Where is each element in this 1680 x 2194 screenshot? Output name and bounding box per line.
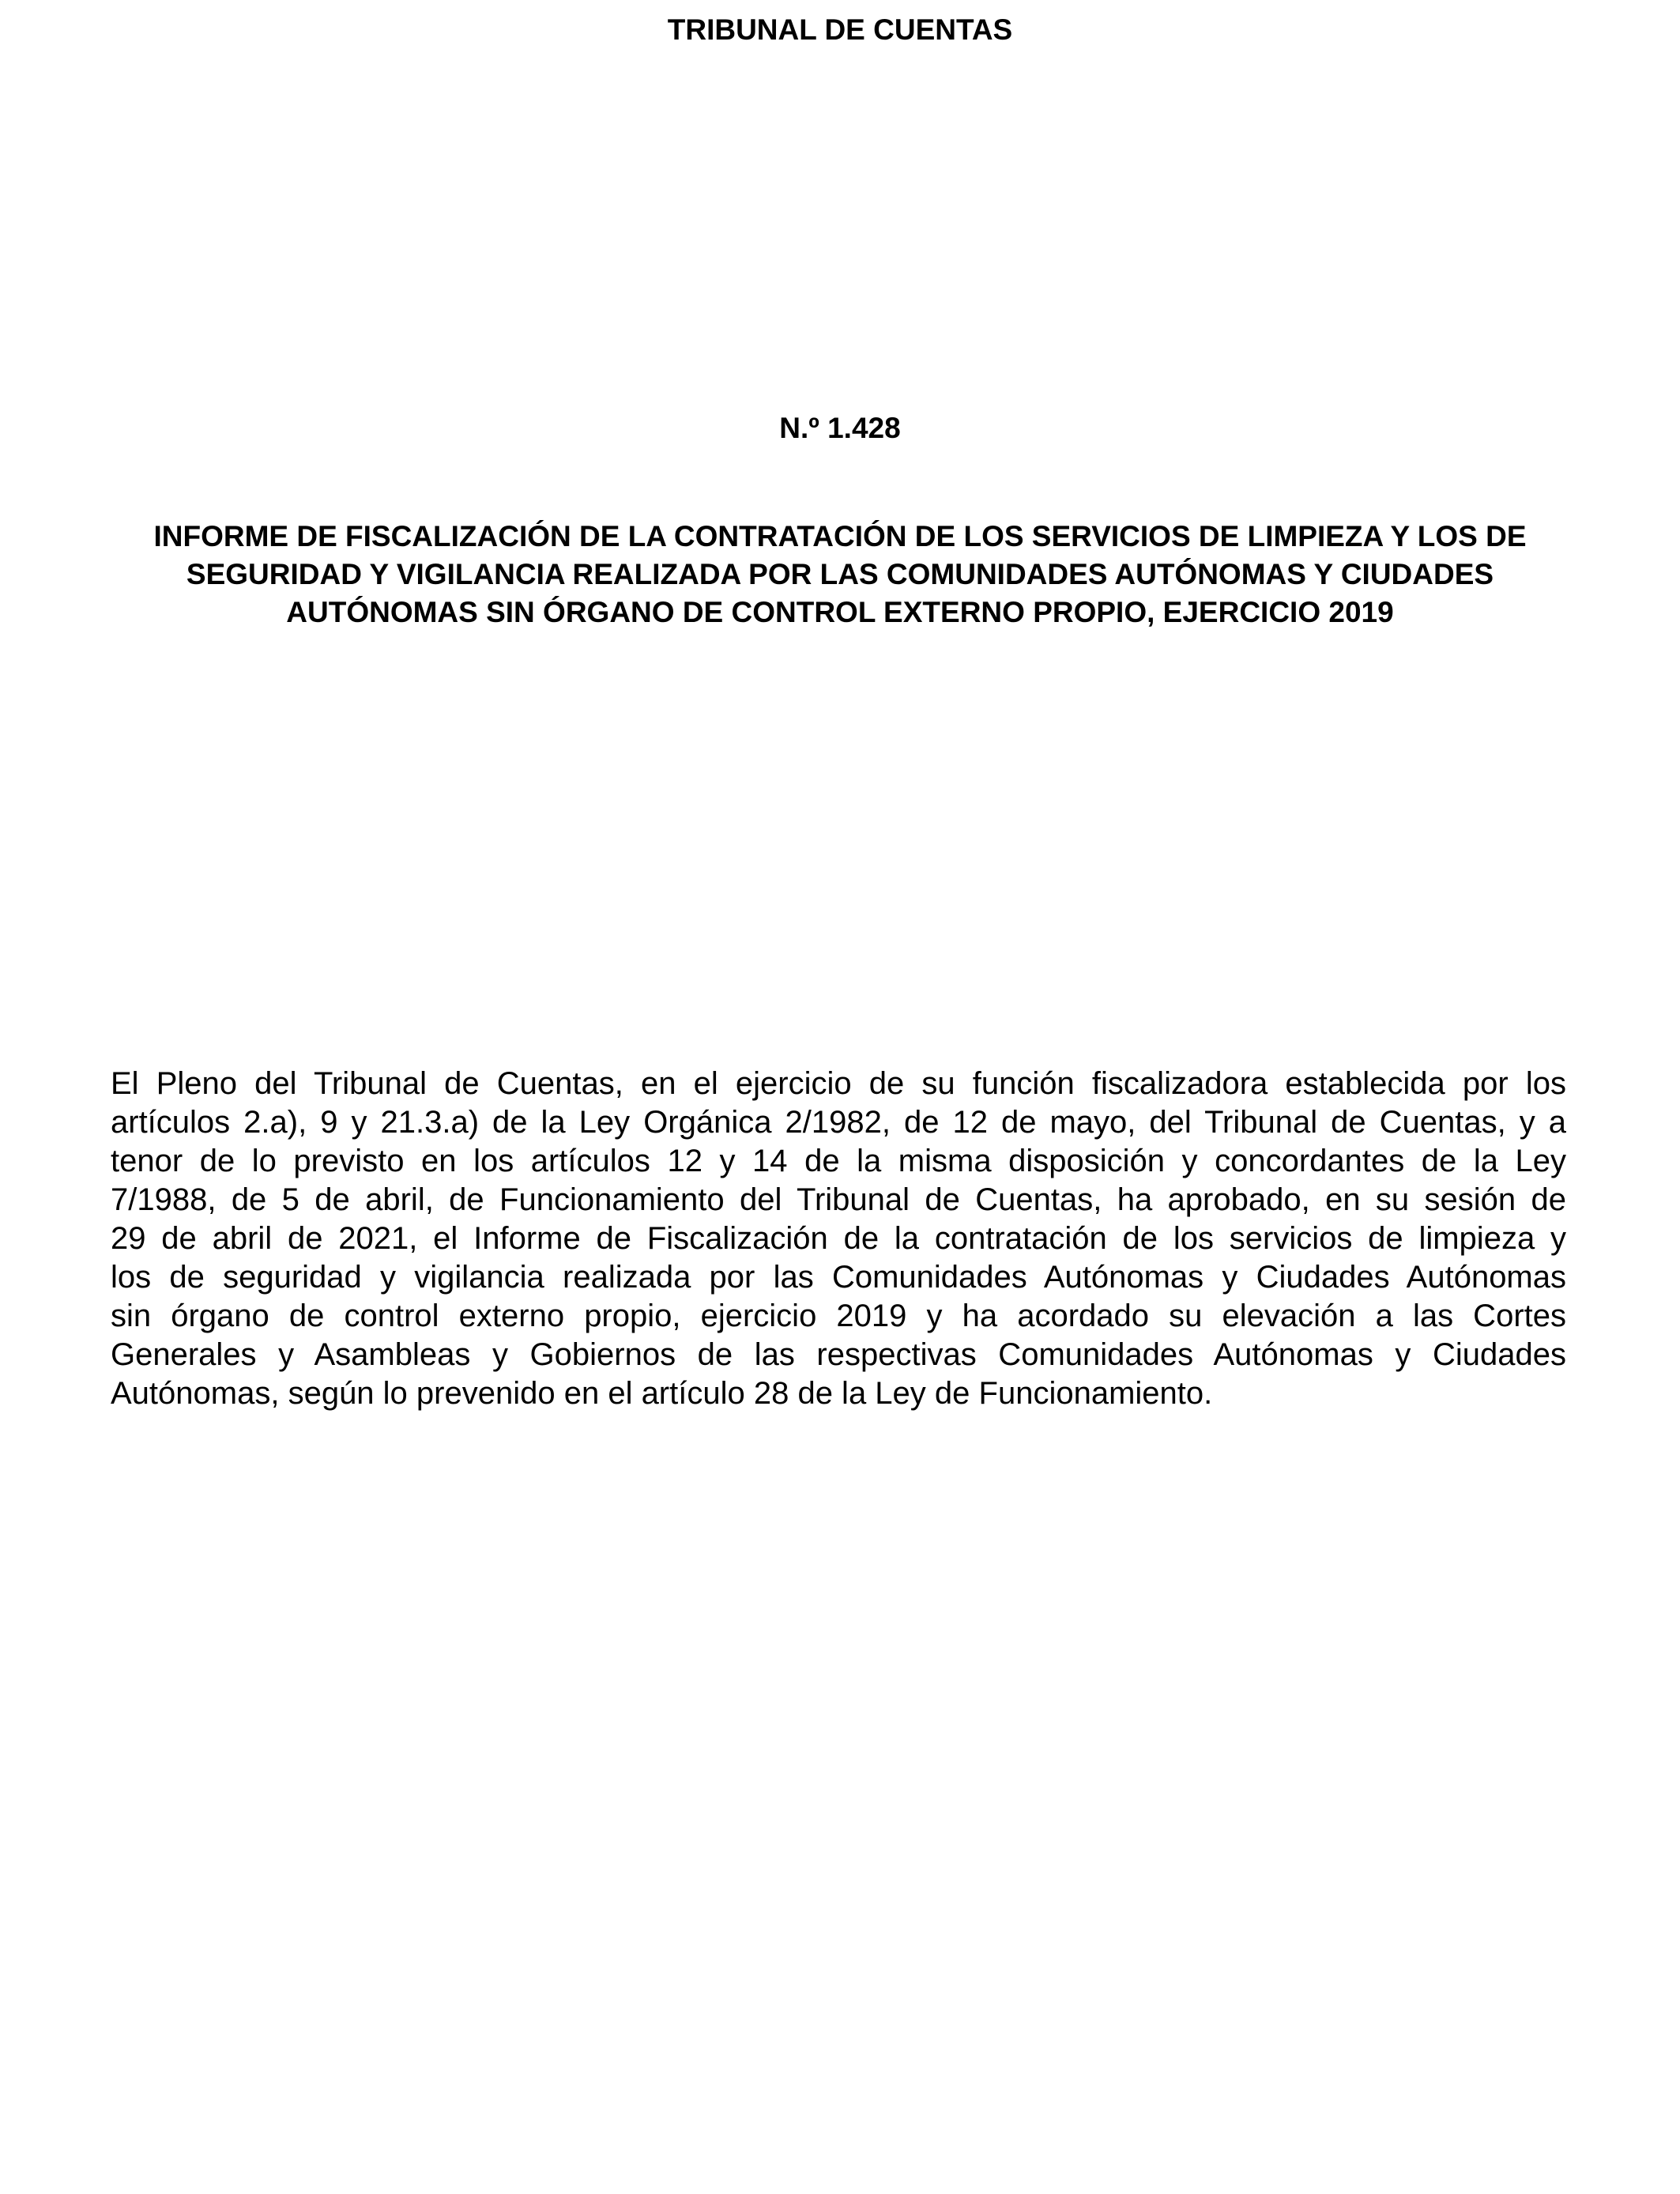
report-title-line: INFORME DE FISCALIZACIÓN DE LA CONTRATACIÓN DE LOS SERVICIOS DE LIMPIEZA Y LOS DE — [153, 520, 1527, 552]
paragraph-line: tenor de lo previsto en los artículos 12 y 14 de la misma disposición y concordantes de la Ley — [111, 1144, 1566, 1178]
paragraph-line: artículos 2.a), 9 y 21.3.a) de la Ley Orgánica 2/1982, de 12 de mayo, del Tribunal de Cuentas, y a — [111, 1105, 1566, 1140]
paragraph-line: El Pleno del Tribunal de Cuentas, en el ejercicio de su función fiscalizadora establecida por los — [111, 1066, 1566, 1101]
report-title-line: AUTÓNOMAS SIN ÓRGANO DE CONTROL EXTERNO PROPIO, EJERCICIO 2019 — [286, 596, 1394, 628]
page-header: TRIBUNAL DE CUENTAS — [667, 13, 1013, 46]
paragraph-line: sin órgano de control externo propio, ejercicio 2019 y ha acordado su elevación a las Cortes — [111, 1299, 1566, 1333]
paragraph-line: 7/1988, de 5 de abril, de Funcionamiento del Tribunal de Cuentas, ha aprobado, en su sesión de — [111, 1182, 1566, 1217]
paragraph-line: 29 de abril de 2021, el Informe de Fiscalización de la contratación de los servicios de limpieza y — [111, 1221, 1566, 1256]
paragraph-line: Generales y Asambleas y Gobiernos de las respectivas Comunidades Autónomas y Ciudades — [111, 1337, 1566, 1372]
report-number: N.º 1.428 — [779, 412, 901, 444]
paragraph-line: Autónomas, según lo prevenido en el artículo 28 de la Ley de Funcionamiento. — [111, 1376, 1213, 1411]
approval-paragraph — [111, 1065, 1566, 1413]
report-title-line: SEGURIDAD Y VIGILANCIA REALIZADA POR LAS COMUNIDADES AUTÓNOMAS Y CIUDADES — [186, 558, 1494, 590]
report-title — [111, 518, 1569, 631]
paragraph-line: los de seguridad y vigilancia realizada por las Comunidades Autónomas y Ciudades Autónomas — [111, 1260, 1566, 1295]
